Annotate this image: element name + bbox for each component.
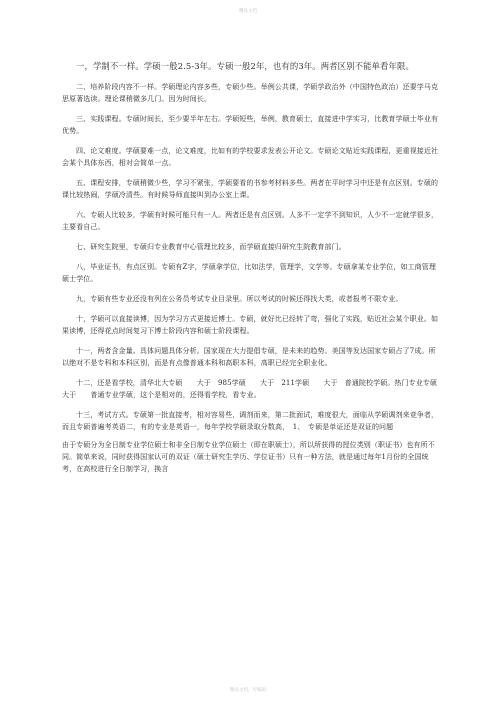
paragraph-1: 一，学制不一样。学硕一般2.5-3年。专硕一般2年，也有的3年。两者区别不能单看年限。 (76, 61, 414, 71)
paragraph-7: 七、研究生院里，专硕归专业教育中心管理比较多，而学硕直接归研究生院教育部门。 (76, 243, 346, 251)
paragraph-6: 六、专硕人比较多，学硕有时候可能只有一人。两者还是有点区别。人多不一定学不到知识，人少不一定就学很多，主要看自己。 (62, 211, 439, 231)
paragraph-2: 二、培养阶段内容不一样。学硕理论内容多些，专硕少些。举例公共课，学硕学政治外（中国特色政治）还要学马克思原著选读。理论课稍微多几门。因为时间长。 (62, 83, 439, 103)
paragraph-12: 十二，还是看学校，清华北大专硕 大于 985学硕 大于 211学硕 大于 普通院校学硕。热门专业专硕 大于 普通专业学硕，这个是相对的，还得看学校，看专业。 (62, 379, 452, 399)
paragraph-13: 十三，考试方式。专硕第一批直接考，相对容易些，调剂而来，第二批面试，难度很大，面临从学硕调剂来竞争者，而且专硕普遍考英语二，有的专业是英语一，每年学校学硕录取分数高， 1、 专硕是单证还是双证的问题 (62, 411, 439, 431)
paragraph-8: 八，毕业证书，有点区别。专硕有Z字，学硕拿学位，比如法学，管理学，文学等。专硕拿某专业学位，如工商管理硕士学位。 (62, 263, 436, 283)
paragraph-4: 四、论文难度。学硕要难一点，论文难度，比如有的学校要求发表公开论文。专硕论文贴近实践课程，更重视接近社会某个具体东西，相对会简单一点。 (62, 147, 439, 167)
paragraph-14: 由于专硕分为全日制专业学位硕士和非全日制专业学位硕士（即在职硕士），所以所获得的授位类别（职证书）也有所不同。简单来说，同时获得国家认可的双证（硕士研究生学历、学位证书）只有一种方法，就是通过每年1月份的全国统考，在高校进行全日制学习，换言 (62, 441, 435, 473)
paragraph-3: 三、实践课程。专硕时间长，至少要半年左右。学硕短些，举例，教育硕士，直接进中学实习，比教育学硕士毕业有优势。 (62, 115, 439, 135)
footer-watermark: 精品文档，可编辑 (230, 688, 266, 693)
paragraph-11: 十一，两者含金量。具体问题具体分析。国家现在大力提倡专硕，是未来的趋势。美国等发达国家专硕占了7成。所以绝对不是专科和本科区别，而是有点像普通本科和高职本科，高职已经完全职业化。 (62, 347, 436, 367)
paragraph-5: 五、课程安排，专硕稍微少些，学习不紧张，学硕要看的书参考材料多些。两者在平时学习中还是有点区别。专硕的课比较热闹，学硕冷清些。有时候导师直接叫到办公室上课。 (62, 179, 439, 199)
header-watermark: 精品文档 (239, 9, 257, 14)
document-body (62, 60, 452, 475)
paragraph-9: 九，专硕有些专业还没有列在公务员考试专业目录里。所以考试的时候还得找大类，或者报考不限专业。 (76, 295, 403, 303)
paragraph-10: 十，学硕可以直接读博，因为学习方式更接近博士。专硕，就好比已经转了弯，强化了实践，贴近社会某个职业。如果读博，还得花点时间复习下博士阶段内容和硕士阶段课程。 (62, 315, 439, 335)
